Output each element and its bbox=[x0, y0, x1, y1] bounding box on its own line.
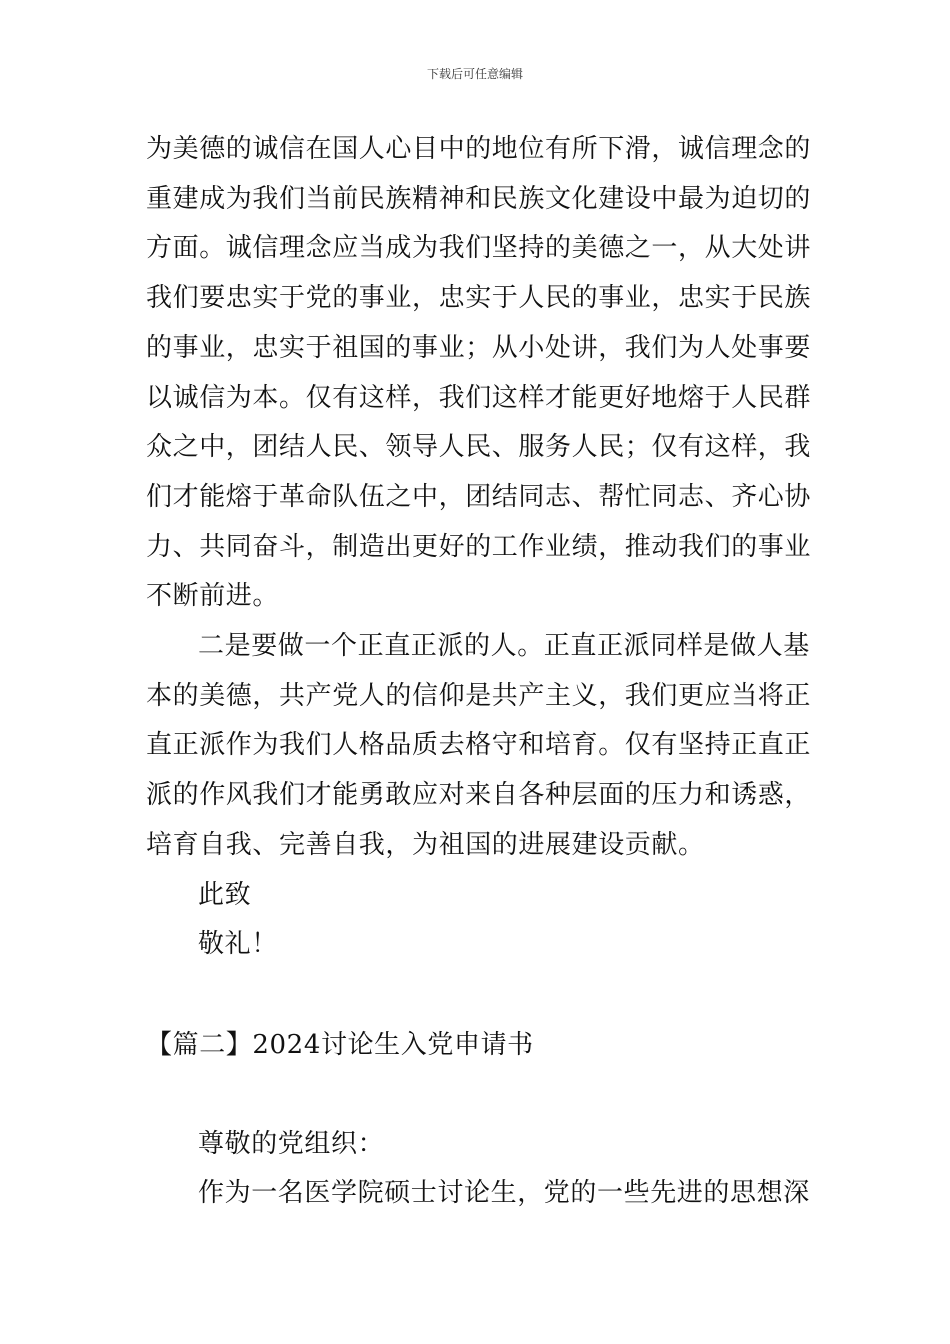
section-gap-2 bbox=[146, 1071, 810, 1120]
closing-cizhi: 此致 bbox=[198, 879, 252, 910]
para2-line-2: 本的美德，共产党人的信仰是共产主义，我们更应当将正 bbox=[146, 680, 812, 711]
section2-heading: 【篇二】2024讨论生入党申请书 bbox=[146, 1029, 534, 1060]
body-line-3: 方面。诚信理念应当成为我们坚持的美德之一，从大处讲 bbox=[146, 233, 812, 264]
body-line-8: 们才能熔于革命队伍之中，团结同志、帮忙同志、齐心协 bbox=[146, 481, 812, 512]
body-line-2: 重建成为我们当前民族精神和民族文化建设中最为迫切的 bbox=[146, 183, 812, 214]
body-line-7: 众之中，团结人民、领导人民、服务人民；仅有这样，我 bbox=[146, 432, 812, 463]
body-line-5: 的事业，忠实于祖国的事业；从小处讲，我们为人处事要 bbox=[146, 332, 812, 363]
para2-line-3: 直正派作为我们人格品质去格守和培育。仅有坚持正直正 bbox=[146, 730, 812, 761]
para2-line-1: 二是要做一个正直正派的人。正直正派同样是做人基 bbox=[198, 631, 810, 662]
para2-line-5: 培育自我、完善自我，为祖国的进展建设贡献。 bbox=[146, 829, 705, 860]
para2-line-4: 派的作风我们才能勇敢应对来自各种层面的压力和诱惑， bbox=[146, 780, 812, 811]
section-gap bbox=[146, 970, 810, 1021]
closing-jingli: 敬礼！ bbox=[198, 929, 278, 960]
body-line-10: 不断前进。 bbox=[146, 581, 280, 612]
section2-first-line: 作为一名医学院硕士讨论生，党的一些先进的思想深 bbox=[198, 1178, 810, 1209]
document-body bbox=[146, 125, 810, 1219]
body-line-4: 我们要忠实于党的事业，忠实于人民的事业，忠实于民族 bbox=[146, 283, 812, 314]
body-line-6: 以诚信为本。仅有这样，我们这样才能更好地熔于人民群 bbox=[146, 382, 812, 413]
page-header-note: 下载后可任意编辑 bbox=[426, 67, 523, 81]
body-line-1: 为美德的诚信在国人心目中的地位有所下滑，诚信理念的 bbox=[146, 134, 812, 164]
section2-salutation: 尊敬的党组织： bbox=[198, 1128, 385, 1159]
body-line-9: 力、共同奋斗，制造出更好的工作业绩，推动我们的事业 bbox=[146, 531, 812, 562]
